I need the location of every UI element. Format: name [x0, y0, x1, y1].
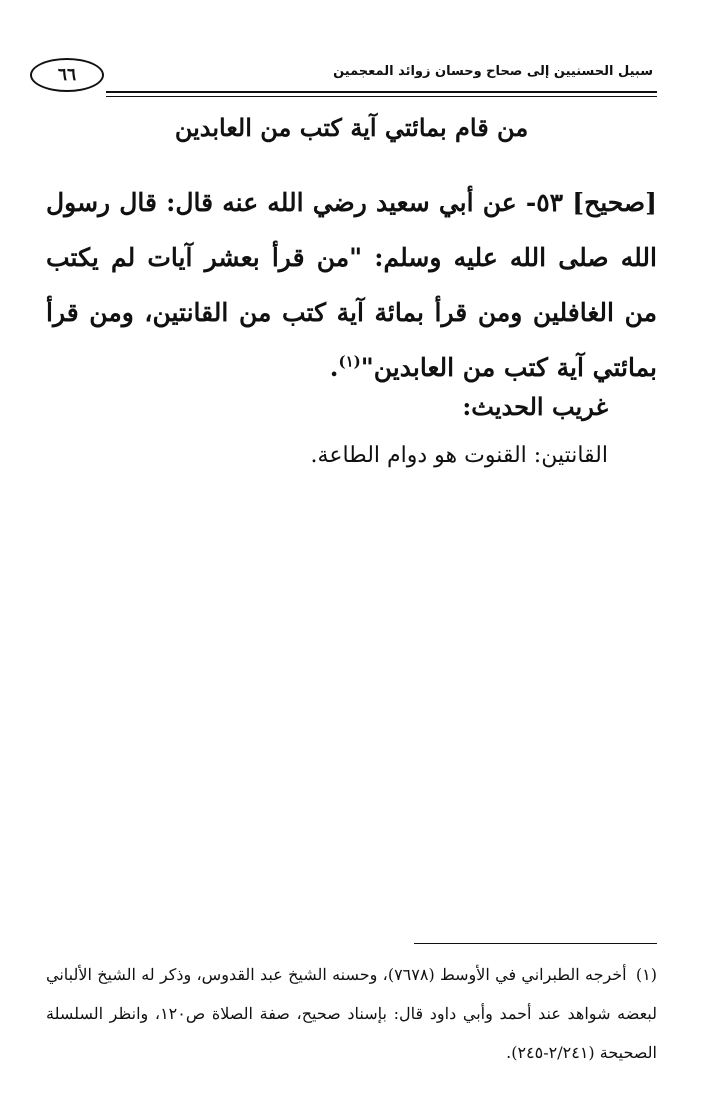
header-rule-thin	[106, 96, 657, 97]
header-rule	[106, 91, 657, 93]
hadith-number: ٥٣-	[525, 188, 564, 217]
chapter-title: من قام بمائتي آية كتب من العابدين	[174, 113, 529, 142]
footnote-reference: (١)	[338, 352, 361, 371]
running-title: سبيل الحسنيين إلى صحاح وحسان زوائد المعجمين	[333, 64, 653, 79]
footnote-separator	[414, 943, 657, 944]
footnote-marker: (١)	[635, 965, 657, 984]
page-number: ٦٦	[30, 58, 104, 92]
hadith-grade: [صحيح]	[572, 188, 657, 217]
footnote-text: أخرجه الطبراني في الأوسط (٧٦٧٨)، وحسنه الشيخ عبد القدوس، وذكر له الشيخ الألباني لبعضه شواهد عند أحمد وأبي داود قال: بإسناد صحيح، صفة الصلاة ص١٢٠، وانظر السلسلة الصحيحة (٢/٢٤١-٢٤٥).	[46, 965, 657, 1062]
hadith-paragraph	[46, 175, 657, 395]
hadith-end: .	[329, 353, 339, 382]
vocabulary-heading: غريب الحديث:	[462, 392, 608, 421]
hadith-text: عن أبي سعيد رضي الله عنه قال: قال رسول الله صلى الله عليه وسلم: "من قرأ بعشر آيات لم يكتب من الغافلين ومن قرأ بمائة آية كتب من القانتين، ومن قرأ بمائتي آية كتب من العابدين"	[46, 188, 657, 382]
vocabulary-entry: القانتين: القنوت هو دوام الطاعة.	[310, 443, 608, 468]
footnote	[46, 955, 657, 1072]
